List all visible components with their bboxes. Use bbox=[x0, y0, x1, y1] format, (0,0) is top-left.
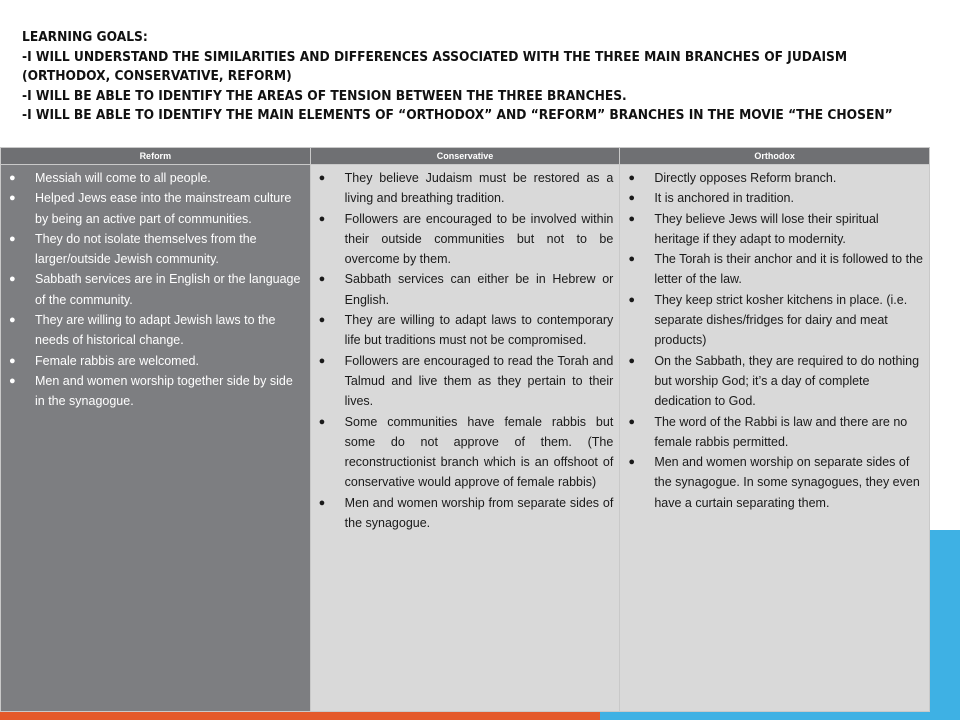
learning-goal-line: (ORTHODOX, CONSERVATIVE, REFORM) bbox=[22, 69, 292, 84]
learning-goals-title: LEARNING GOALS: bbox=[22, 30, 148, 45]
column-header-reform: Reform bbox=[1, 148, 311, 165]
conservative-list-item bbox=[317, 168, 614, 209]
bullet-icon: ● bbox=[628, 354, 635, 367]
orthodox-list-item bbox=[626, 412, 923, 453]
bullet-icon: ● bbox=[318, 172, 326, 184]
reform-item-text: They do not isolate themselves from the larger/outside Jewish community. bbox=[35, 231, 257, 267]
orthodox-list-item bbox=[626, 209, 923, 250]
conservative-item-text: Some communities have female rabbis but some do not approve of them. (The reconstructionist branch which is an offshoot of conservative would approve of female rabbis) bbox=[344, 414, 614, 490]
orthodox-list-item bbox=[626, 188, 923, 208]
conservative-list-item bbox=[317, 310, 614, 351]
reform-item-text: They are willing to adapt Jewish laws to the needs of historical change. bbox=[35, 313, 276, 348]
column-header-orthodox: Orthodox bbox=[620, 148, 930, 165]
orthodox-item-text: On the Sabbath, they are required to do nothing but worship God; it’s a day of complete dedication to God. bbox=[654, 353, 920, 409]
orthodox-item-text: It is anchored in tradition. bbox=[654, 191, 794, 206]
reform-item-text: Men and women worship together side by side in the synagogue. bbox=[35, 373, 293, 409]
orthodox-list-item bbox=[626, 452, 923, 513]
orthodox-list-item bbox=[626, 351, 923, 412]
reform-list-item bbox=[7, 310, 304, 351]
bullet-icon: ● bbox=[9, 374, 16, 387]
bullet-icon: ● bbox=[318, 273, 326, 286]
branches-table bbox=[0, 147, 930, 712]
orthodox-item-text: The word of the Rabbi is law and there are no female rabbis permitted. bbox=[654, 414, 908, 449]
orthodox-list-item bbox=[626, 168, 923, 188]
conservative-list-item bbox=[317, 209, 614, 270]
conservative-item-text: Sabbath services can either be in Hebrew or English. bbox=[344, 272, 614, 307]
reform-list-item bbox=[7, 229, 304, 270]
table-row bbox=[1, 165, 930, 712]
reform-list-item bbox=[7, 371, 304, 412]
reform-cell bbox=[1, 165, 311, 712]
column-header-conservative: Conservative bbox=[310, 148, 620, 165]
bullet-icon: ● bbox=[9, 192, 16, 205]
bottom-blue-bar bbox=[600, 712, 930, 720]
learning-goal-line: -I WILL BE ABLE TO IDENTIFY THE MAIN ELEMENTS OF “ORTHODOX” AND “REFORM” BRANCHES IN THE MOVIE “THE CHOSEN” bbox=[22, 108, 893, 123]
bullet-icon: ● bbox=[628, 172, 635, 184]
conservative-item-text: Followers are encouraged to be involved within their outside communities but not to be overcome by them. bbox=[344, 211, 614, 267]
reform-list-item bbox=[7, 188, 304, 229]
orthodox-list-item bbox=[626, 249, 923, 290]
reform-list-item bbox=[7, 351, 304, 371]
bullet-icon: ● bbox=[9, 232, 16, 245]
learning-goals bbox=[22, 28, 893, 126]
bullet-icon: ● bbox=[318, 496, 326, 509]
reform-list-item bbox=[7, 168, 304, 188]
conservative-item-text: Followers are encouraged to read the Torah and Talmud and live them as they pertain to their lives. bbox=[344, 353, 614, 409]
bullet-icon: ● bbox=[628, 293, 635, 306]
reform-item-text: Female rabbis are welcomed. bbox=[35, 353, 199, 368]
conservative-item-text: They are willing to adapt laws to contemporary life but traditions must not be compromised. bbox=[344, 313, 614, 348]
conservative-list-item bbox=[317, 269, 614, 310]
conservative-item-text: They believe Judaism must be restored as a living and breathing tradition. bbox=[344, 171, 614, 206]
reform-item-text: Sabbath services are in English or the language of the community. bbox=[35, 272, 301, 307]
bullet-icon: ● bbox=[318, 415, 326, 428]
orthodox-item-text: Men and women worship on separate sides of the synagogue. In some synagogues, they even have a curtain separating them. bbox=[654, 455, 920, 510]
orthodox-item-text: They keep strict kosher kitchens in place. (i.e. separate dishes/fridges for dairy and meat products) bbox=[654, 292, 908, 348]
reform-list bbox=[1, 165, 310, 412]
orthodox-item-text: They believe Jews will lose their spiritual heritage if they adapt to modernity. bbox=[654, 211, 879, 246]
bullet-icon: ● bbox=[628, 253, 635, 266]
table-header-row bbox=[1, 148, 930, 165]
learning-goal-line: -I WILL BE ABLE TO IDENTIFY THE AREAS OF TENSION BETWEEN THE THREE BRANCHES. bbox=[22, 88, 627, 104]
bullet-icon: ● bbox=[318, 212, 326, 225]
reform-list-item bbox=[7, 269, 304, 310]
bullet-icon: ● bbox=[628, 456, 635, 469]
bullet-icon: ● bbox=[9, 172, 16, 184]
orthodox-item-text: Directly opposes Reform branch. bbox=[654, 171, 837, 185]
conservative-cell bbox=[310, 165, 620, 712]
bullet-icon: ● bbox=[9, 314, 16, 327]
blue-accent-bar bbox=[930, 530, 960, 720]
reform-item-text: Helped Jews ease into the mainstream culture by being an active part of communities. bbox=[35, 191, 292, 226]
bullet-icon: ● bbox=[9, 273, 16, 286]
bullet-icon: ● bbox=[628, 192, 635, 205]
bullet-icon: ● bbox=[318, 354, 326, 367]
learning-goal-line: -I WILL UNDERSTAND THE SIMILARITIES AND DIFFERENCES ASSOCIATED WITH THE THREE MAIN BRANCHES OF JUDAISM bbox=[22, 49, 848, 65]
bullet-icon: ● bbox=[9, 354, 16, 367]
orthodox-list-item bbox=[626, 290, 923, 351]
reform-item-text: Messiah will come to all people. bbox=[35, 171, 211, 185]
conservative-list-item bbox=[317, 351, 614, 412]
bottom-orange-bar bbox=[0, 712, 600, 720]
bullet-icon: ● bbox=[628, 212, 635, 225]
orthodox-cell bbox=[620, 165, 930, 712]
conservative-list bbox=[311, 165, 620, 533]
orthodox-list bbox=[620, 165, 929, 513]
conservative-list-item bbox=[317, 412, 614, 493]
bullet-icon: ● bbox=[318, 314, 326, 327]
conservative-list-item bbox=[317, 493, 614, 534]
conservative-item-text: Men and women worship from separate sides of the synagogue. bbox=[344, 495, 614, 531]
orthodox-item-text: The Torah is their anchor and it is followed to the letter of the law. bbox=[654, 252, 923, 287]
bullet-icon: ● bbox=[628, 415, 635, 428]
